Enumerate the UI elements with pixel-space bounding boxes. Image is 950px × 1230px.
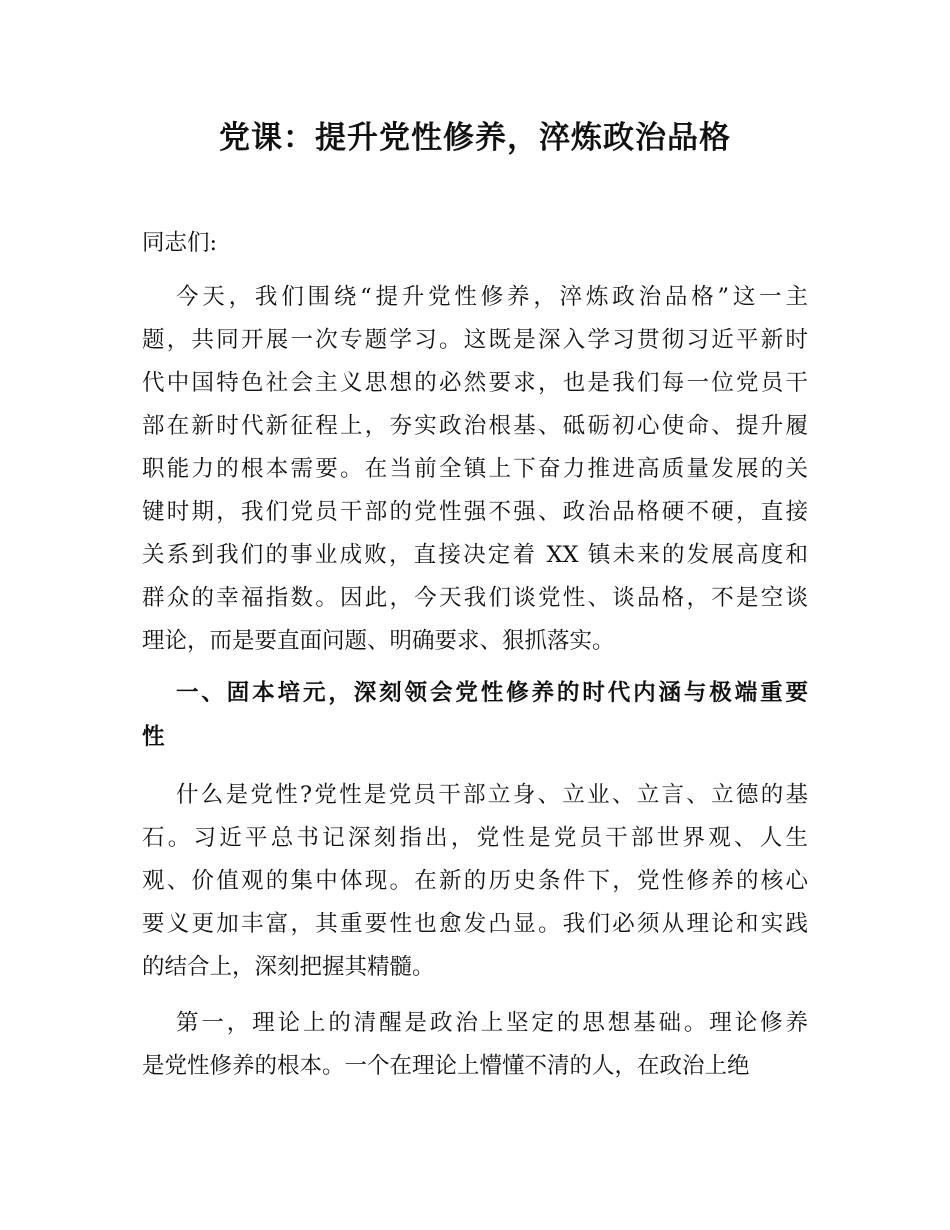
section-heading-line: 性 (142, 724, 165, 750)
paragraph-line: 理论，而是要直面问题、明确要求、狠抓落实。 (142, 628, 615, 654)
paragraph-line: 要义更加丰富，其重要性也愈发凸显。我们必须从理论和实践 (142, 911, 808, 937)
paragraph-line: 石。习近平总书记深刻指出，党性是党员干部世界观、人生 (142, 825, 808, 851)
paragraph-line: 代中国特色社会主义思想的必然要求，也是我们每一位党员干 (142, 370, 808, 396)
paragraph-line: 的结合上，深刻把握其精髓。 (142, 954, 435, 980)
paragraph-line: 键时期，我们党员干部的党性强不强、政治品格硬不硬，直接 (142, 499, 808, 525)
salutation: 同志们: (142, 230, 218, 256)
paragraph-line: 是党性修养的根本。一个在理论上懵懂不清的人，在政治上绝 (142, 1053, 750, 1079)
paragraph-line: 职能力的根本需要。在当前全镇上下奋力推进高质量发展的关 (142, 456, 808, 482)
paragraph-line: 部在新时代新征程上，夯实政治根基、砥砺初心使命、提升履 (142, 413, 808, 439)
paragraph-line: 观、价值观的集中体现。在新的历史条件下，党性修养的核心 (142, 868, 808, 894)
paragraph-line: 题，共同开展一次专题学习。这既是深入学习贯彻习近平新时 (142, 327, 808, 353)
paragraph-line: 群众的幸福指数。因此，今天我们谈党性、谈品格，不是空谈 (142, 585, 808, 611)
document-title: 党课：提升党性修养，淬炼政治品格 (219, 120, 731, 156)
paragraph-line: 什么是党性?党性是党员干部立身、立业、立言、立德的基 (176, 782, 808, 808)
section-heading-line: 一、固本培元，深刻领会党性修养的时代内涵与极端重要 (176, 680, 808, 706)
paragraph-line: 今天，我们围绕“提升党性修养，淬炼政治品格”这一主 (176, 284, 808, 310)
paragraph-line: 关系到我们的事业成败，直接决定着 XX 镇未来的发展高度和 (142, 542, 808, 568)
paragraph-line: 第一，理论上的清醒是政治上坚定的思想基础。理论修养 (176, 1010, 808, 1036)
